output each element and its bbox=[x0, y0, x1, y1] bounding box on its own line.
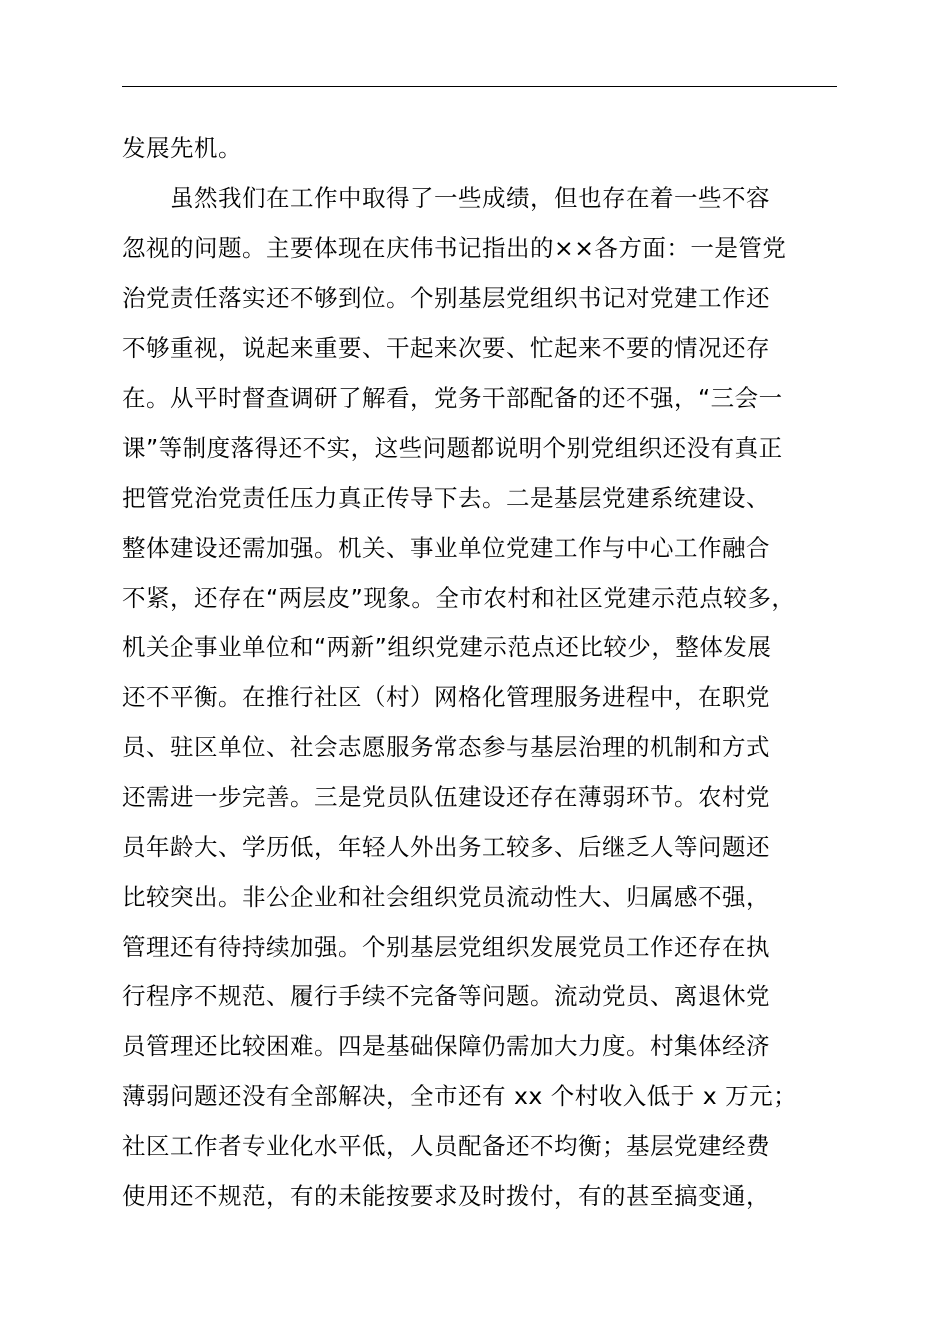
text-line: 社区工作者专业化水平低，人员配备还不均衡；基层党建经费 bbox=[122, 1132, 770, 1160]
text-line: 发展先机。 bbox=[122, 134, 242, 162]
text-line: 员年龄大、学历低，年轻人外出务工较多、后继乏人等问题还 bbox=[122, 833, 770, 861]
text-line: 课”等制度落得还不实，这些问题都说明个别党组织还没有真正 bbox=[122, 434, 783, 462]
text-line: 把管党治党责任压力真正传导下去。二是基层党建系统建设、 bbox=[122, 484, 770, 512]
text-line: 行程序不规范、履行手续不完备等问题。流动党员、离退休党 bbox=[122, 982, 770, 1010]
text-line: 员管理还比较困难。四是基础保障仍需加大力度。村集体经济 bbox=[122, 1032, 770, 1060]
text-line: 管理还有待持续加强。个别基层党组织发展党员工作还存在执 bbox=[122, 933, 770, 961]
text-line: 不紧，还存在“两层皮”现象。全市农村和社区党建示范点较多， bbox=[122, 584, 796, 612]
text-line: 员、驻区单位、社会志愿服务常态参与基层治理的机制和方式 bbox=[122, 733, 770, 761]
text-line: 不够重视，说起来重要、干起来次要、忙起来不要的情况还存 bbox=[122, 334, 770, 362]
text-line: 在。从平时督查调研了解看，党务干部配备的还不强，“三会一 bbox=[122, 384, 783, 412]
text-line: 还需进一步完善。三是党员队伍建设还存在薄弱环节。农村党 bbox=[122, 783, 770, 811]
text-line: 忽视的问题。主要体现在庆伟书记指出的××各方面：一是管党 bbox=[122, 234, 787, 262]
text-line: 机关企事业单位和“两新”组织党建示范点还比较少，整体发展 bbox=[122, 633, 772, 661]
header-rule bbox=[122, 86, 837, 87]
text-line: 治党责任落实还不够到位。个别基层党组织书记对党建工作还 bbox=[122, 284, 770, 312]
text-line: 使用还不规范，有的未能按要求及时拨付，有的甚至搞变通， bbox=[122, 1182, 770, 1210]
text-line: 还不平衡。在推行社区（村）网格化管理服务进程中，在职党 bbox=[122, 683, 770, 711]
text-line: 薄弱问题还没有全部解决，全市还有 xx 个村收入低于 x 万元； bbox=[122, 1082, 798, 1110]
text-line: 虽然我们在工作中取得了一些成绩，但也存在着一些不容 bbox=[122, 184, 770, 212]
text-line: 整体建设还需加强。机关、事业单位党建工作与中心工作融合 bbox=[122, 534, 770, 562]
text-line: 比较突出。非公企业和社会组织党员流动性大、归属感不强， bbox=[122, 883, 770, 911]
